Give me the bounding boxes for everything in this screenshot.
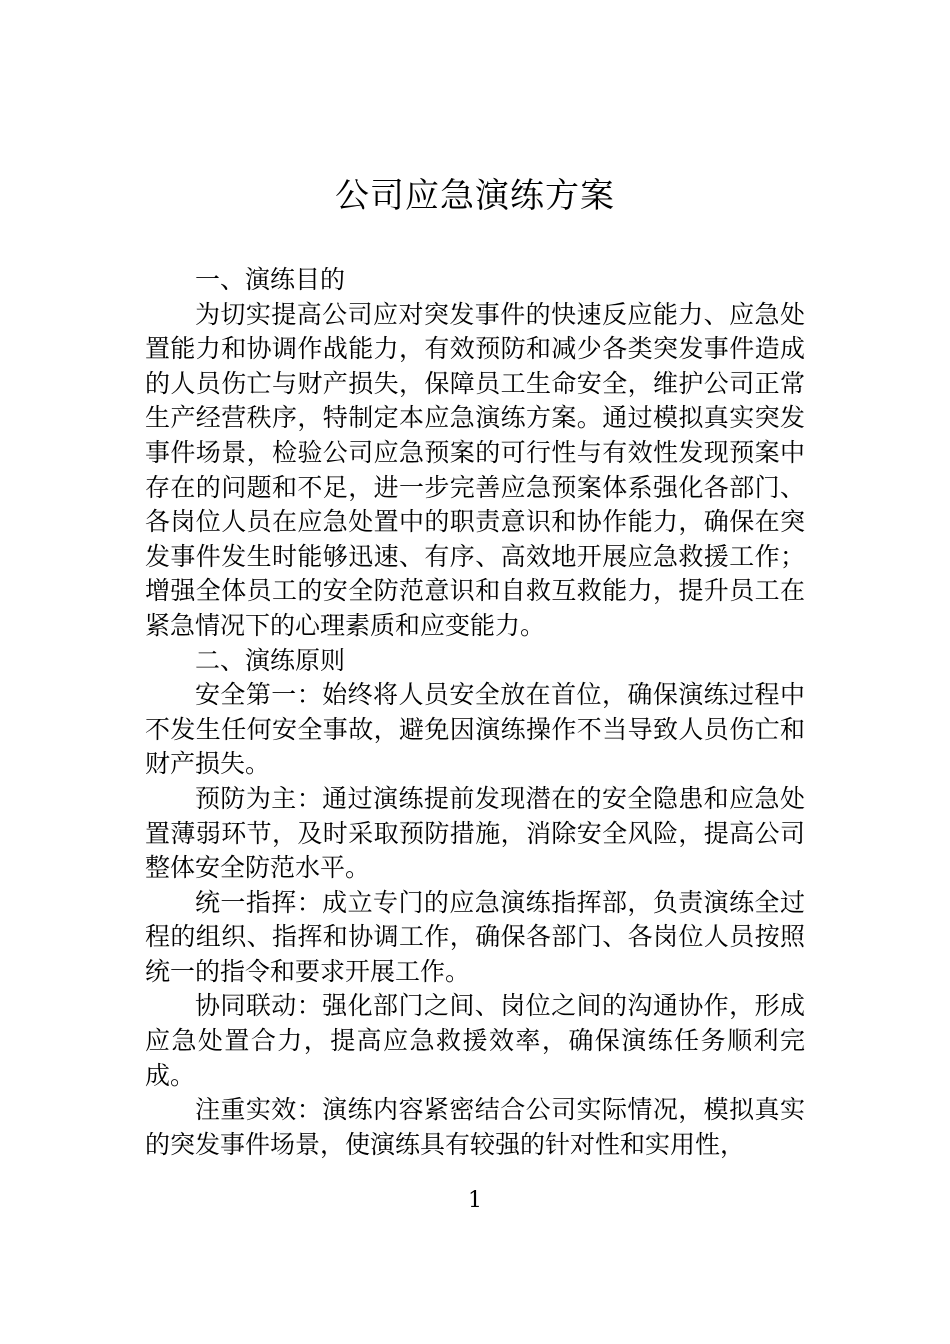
paragraph-purpose: 为切实提高公司应对突发事件的快速反应能力、应急处置能力和协调作战能力，有效预防和减少各类突发事件造成的人员伤亡与财产损失，保障员工生命安全，维护公司正常生产经营秩序，特制定本应急演练方案。通过模拟真实突发事件场景，检验公司应急预案的可行性与有效性发现预案中存在的问题和不足，进一步完善应急预案体系强化各部门、各岗位人员在应急处置中的职责意识和协作能力，确保在突发事件发生时能够迅速、有序、高效地开展应急救援工作；增强全体员工的安全防范意识和自救互救能力，提升员工在紧急情况下的心理素质和应变能力。 — [145, 299, 805, 640]
page-number: 1 — [468, 1188, 482, 1213]
paragraph-prevention: 预防为主：通过演练提前发现潜在的安全隐患和应急处置薄弱环节，及时采取预防措施，消除安全风险，提高公司整体安全防范水平。 — [145, 783, 805, 883]
section-heading-principles: 二、演练原则 — [195, 645, 346, 675]
section-heading-purpose: 一、演练目的 — [195, 265, 346, 294]
document-body — [145, 263, 805, 1162]
document-title: 公司应急演练方案 — [335, 176, 615, 216]
paragraph-coordination: 协同联动：强化部门之间、岗位之间的沟通协作，形成应急处置合力，提高应急救援效率，确保演练任务顺利完成。 — [145, 991, 805, 1090]
paragraph-safety-first: 安全第一：始终将人员安全放在首位，确保演练过程中不发生任何安全事故，避免因演练操作不当导致人员伤亡和财产损失。 — [145, 680, 805, 779]
paragraph-unified-command: 统一指挥：成立专门的应急演练指挥部，负责演练全过程的组织、指挥和协调工作，确保各部门、各岗位人员按照统一的指令和要求开展工作。 — [145, 887, 805, 986]
paragraph-effectiveness: 注重实效：演练内容紧密结合公司实际情况，模拟真实的突发事件场景，使演练具有较强的针对性和实用性， — [145, 1095, 805, 1159]
